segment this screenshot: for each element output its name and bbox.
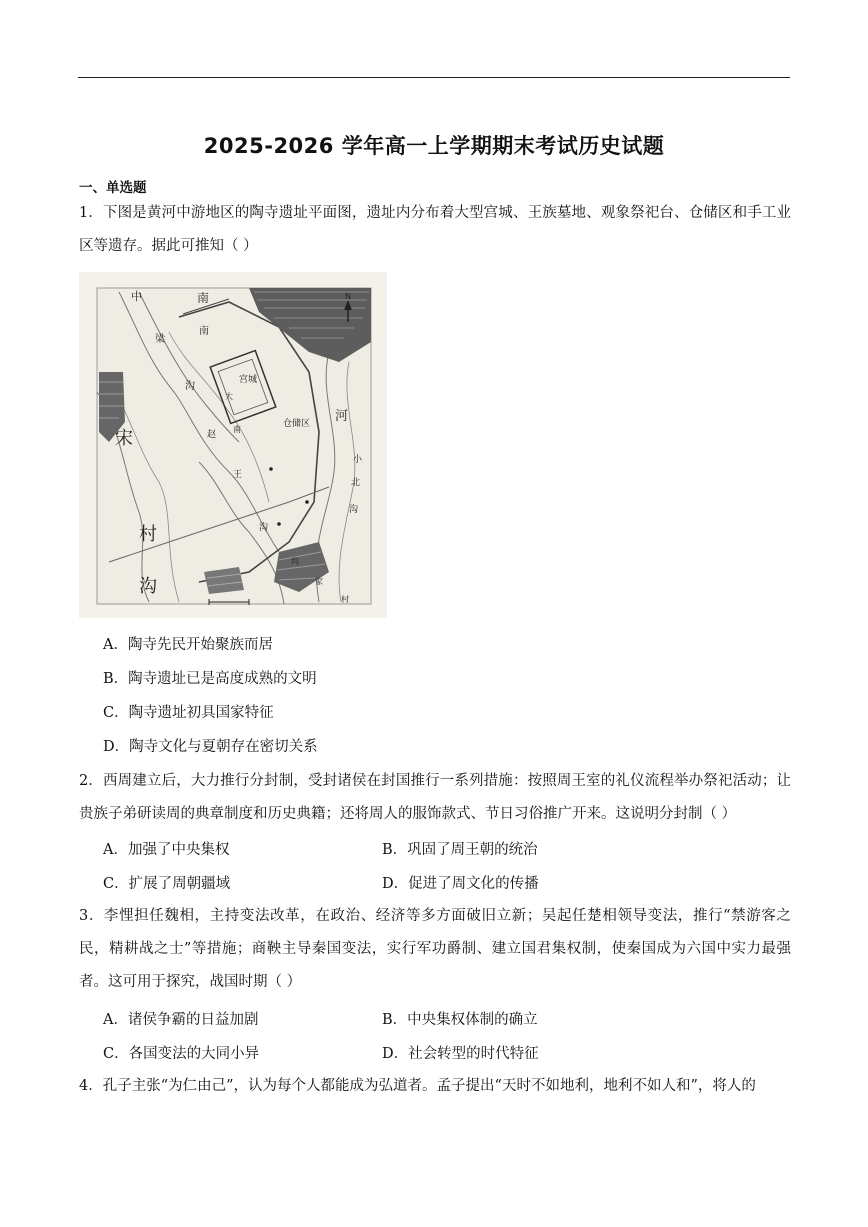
q3-option-b[interactable]: B．中央集权体制的确立 [382,1012,538,1028]
svg-text:坞: 坞 [291,557,299,566]
svg-text:大: 大 [225,392,233,401]
q1-option-c[interactable]: C．陶寺遗址初具国家特征 [103,705,274,721]
svg-text:宫城: 宫城 [239,375,258,385]
svg-text:河: 河 [335,409,349,424]
q3-option-a[interactable]: A．诸侯争霸的日益加剧 [103,1012,259,1028]
q3-option-d[interactable]: D．社会转型的时代特征 [382,1046,539,1062]
svg-text:梁: 梁 [155,334,165,345]
q3-option-c[interactable]: C．各国变法的大同小异 [103,1046,260,1062]
svg-text:南: 南 [233,425,241,434]
svg-text:小: 小 [353,455,363,465]
svg-text:北: 北 [351,478,361,488]
q2-option-c[interactable]: C．扩展了周朝疆域 [103,876,231,892]
question-1-stem: 1．下图是黄河中游地区的陶寺遗址平面图，遗址内分布着大型宫城、王族墓地、观象祭祀台、仓储区和手工业区等遗存。据此可推知（ ） [79,205,791,254]
svg-text:仓储区: 仓储区 [283,419,311,429]
svg-text:宋: 宋 [115,428,133,449]
q1-option-a[interactable]: A．陶寺先民开始聚族而居 [103,637,273,653]
svg-text:中: 中 [131,290,142,303]
q2-option-d[interactable]: D．促进了周文化的传播 [382,876,539,892]
svg-text:南: 南 [199,326,209,337]
question-3-stem: 3．李悝担任魏相，主持变法改革，在政治、经济等多方面破旧立新；吴起任楚相领导变法，推行“禁游客之民，精耕战之士”等措施；商鞅主导秦国变法，实行军功爵制、建立国君集权制，使秦国成为六国中实力最强者。这可用于探究，战国时期（ ） [79,908,791,990]
taosi-site-map [79,272,387,618]
q1-option-b[interactable]: B．陶寺遗址已是高度成熟的文明 [103,671,317,687]
question-4-stem: 4．孔子主张“为仁由己”，认为每个人都能成为弘道者。孟子提出“天时不如地利，地利不如人和”，将人的 [79,1078,756,1094]
svg-text:南: 南 [197,291,210,305]
svg-text:王: 王 [233,470,243,480]
header-rule [78,77,790,78]
section-heading: 一、单选题 [79,180,147,196]
q1-option-d[interactable]: D．陶寺文化与夏朝存在密切关系 [103,739,318,755]
svg-text:沟: 沟 [185,381,195,392]
svg-text:沟: 沟 [349,505,359,515]
svg-text:沟: 沟 [259,523,269,533]
svg-text:村: 村 [139,524,157,545]
q2-option-a[interactable]: A．加强了中央集权 [103,842,230,858]
q2-option-b[interactable]: B．巩固了周王朝的统治 [382,842,538,858]
north-label: N [345,292,351,301]
svg-text:沟: 沟 [139,576,157,597]
svg-text:家: 家 [315,577,323,586]
question-2-stem: 2．西周建立后，大力推行分封制，受封诸侯在封国推行一系列措施：按照周王室的礼仪流程举办祭祀活动；让贵族子弟研读周的典章制度和历史典籍；还将周人的服饰款式、节日习俗推广开来。这说明分封制（ ） [79,773,791,822]
svg-text:赵: 赵 [207,430,217,440]
svg-text:村: 村 [341,595,349,604]
page-title: 2025-2026 学年高一上学期期末考试历史试题 [203,134,665,158]
